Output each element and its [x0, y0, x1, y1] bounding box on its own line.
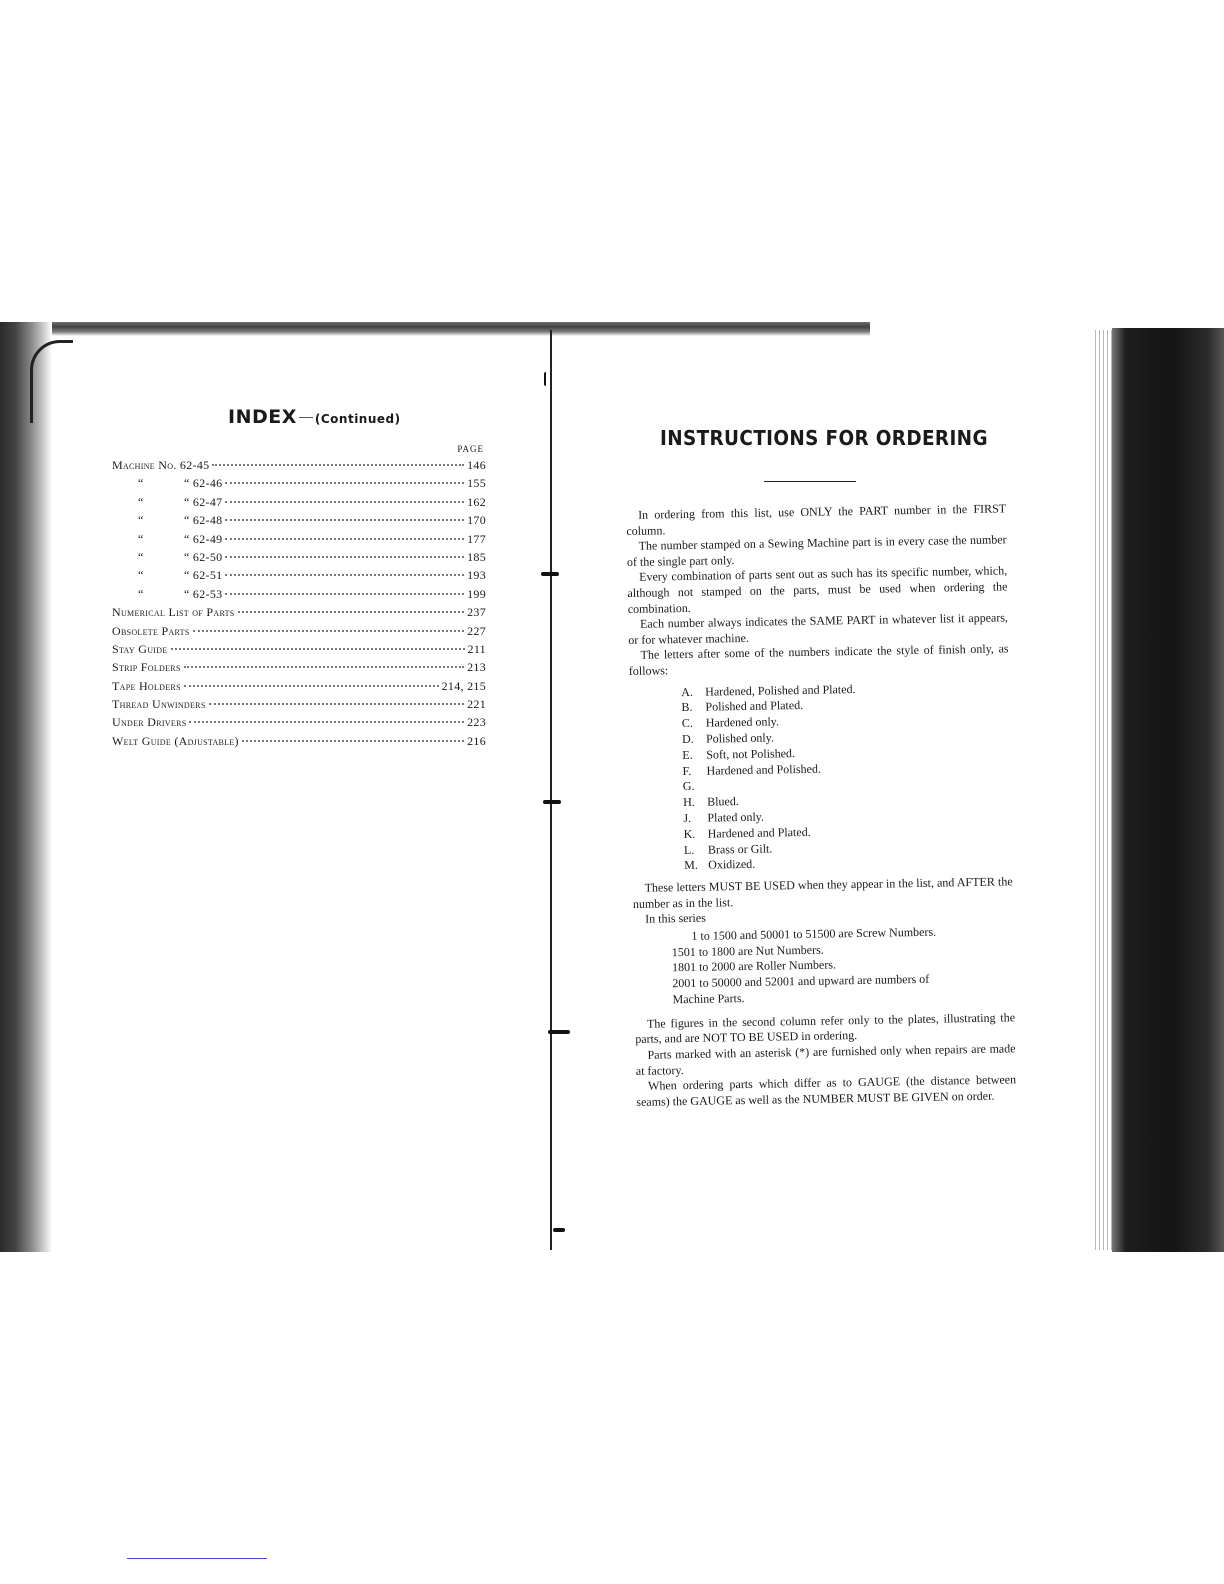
finish-description: Hardened, Polished and Plated. — [705, 681, 856, 699]
instruction-paragraph: Each number always indicates the SAME PART in whatever list it appears, or for whatever machine. — [628, 610, 1009, 647]
ditto-mark: “ — [138, 549, 144, 564]
index-entry-label — [112, 513, 222, 528]
index-row — [112, 550, 486, 568]
finish-letter: H. — [683, 794, 695, 810]
finish-list — [681, 679, 1012, 874]
finish-description: Hardened and Plated. — [707, 824, 811, 841]
bottom-underline — [127, 1558, 267, 1559]
index-entry-number: “ 62-46 — [184, 476, 223, 491]
index-page-number: 199 — [467, 586, 486, 601]
index-title: INDEX — [228, 406, 297, 428]
index-entry-label: Stay Guide — [112, 641, 168, 656]
instruction-paragraph: The letters after some of the numbers indicate the style of finish only, as follows: — [628, 641, 1009, 678]
series-item: 2001 to 50000 and 52001 and upward are numbers of — [672, 972, 930, 991]
leader-dots — [189, 721, 464, 723]
letters-note: These letters MUST BE USED when they appear in the list, and AFTER the number as in the list. — [632, 874, 1013, 911]
finish-letter: C. — [681, 715, 693, 731]
index-row — [112, 734, 486, 752]
finish-letter: E. — [682, 747, 693, 762]
index-entry-label: Thread Unwinders — [112, 697, 206, 712]
closing-paragraphs — [635, 1010, 1017, 1110]
instructions-title: INSTRUCTIONS FOR ORDERING — [660, 426, 988, 450]
index-row — [112, 715, 486, 733]
ditto-mark: “ — [138, 494, 144, 509]
index-page-number: 155 — [467, 476, 486, 491]
series-list — [671, 923, 1014, 976]
index-page-number: 177 — [467, 531, 486, 546]
finish-description: Oxidized. — [708, 857, 756, 872]
ditto-mark: “ — [138, 586, 144, 601]
finish-letter: J. — [683, 810, 692, 825]
instruction-paragraph: In ordering from this list, use ONLY the PART number in the FIRST column. — [626, 501, 1007, 538]
leader-dots — [225, 574, 464, 576]
index-entry-label: Under Drivers — [112, 715, 187, 730]
index-row — [112, 568, 486, 586]
index-page-number: 193 — [467, 568, 486, 583]
finish-letter: A. — [681, 684, 694, 699]
index-continued-label: (Continued) — [314, 412, 401, 426]
index-page-number: 162 — [467, 494, 486, 509]
index-entry-label: Welt Guide (Adjustable) — [112, 733, 239, 748]
instruction-paragraphs — [626, 501, 1009, 679]
closing-paragraph: Parts marked with an asterisk (*) are furnished only when repairs are made at factory. — [635, 1041, 1016, 1078]
index-row — [112, 642, 486, 660]
finish-letter: F. — [682, 763, 692, 778]
index-entry-number: “ 62-47 — [184, 494, 223, 509]
leader-dots — [225, 519, 464, 521]
index-list — [112, 458, 486, 752]
finish-description: Soft, not Polished. — [706, 745, 796, 762]
right-cover-shadow — [1112, 328, 1224, 1252]
left-page-corner — [30, 340, 73, 423]
finish-description: Polished and Plated. — [705, 698, 804, 714]
index-entry-label — [112, 550, 222, 565]
leader-dots — [184, 666, 464, 668]
series-last — [672, 971, 1014, 1009]
book-spine — [550, 330, 552, 1250]
spine-stitch-mark — [553, 1228, 565, 1232]
index-page-number: 211 — [467, 641, 486, 656]
index-row — [112, 495, 486, 513]
index-row — [112, 532, 486, 550]
closing-paragraph: When ordering parts which differ as to GAUGE (the distance between seams) the GAUGE as well as the NUMBER MUST BE GIVEN on order. — [636, 1072, 1017, 1109]
index-page-number: 170 — [467, 513, 486, 528]
leader-dots — [225, 501, 464, 503]
finish-description: Hardened and Polished. — [706, 761, 822, 778]
finish-description: Hardened only. — [705, 714, 780, 730]
index-entry-label — [112, 568, 222, 583]
index-entry-label: Obsolete Parts — [112, 623, 190, 638]
page-column-header: PAGE — [457, 444, 484, 454]
index-page-number: 146 — [467, 458, 486, 472]
book-top-edge — [0, 322, 870, 336]
leader-dots — [242, 740, 464, 742]
finish-letter: M. — [684, 858, 699, 873]
index-entry-label — [112, 532, 222, 547]
index-page-number: 221 — [467, 697, 486, 712]
instructions-body — [626, 501, 1016, 1110]
index-row — [112, 624, 486, 642]
finish-letter: B. — [681, 700, 693, 715]
finish-letter: D. — [681, 731, 694, 746]
leader-dots — [184, 685, 439, 687]
series-item: 1801 to 2000 are Roller Numbers. — [671, 957, 837, 975]
finish-description: Blued. — [707, 794, 739, 809]
finish-letter: L. — [683, 842, 695, 857]
index-page-number: 185 — [467, 549, 486, 564]
leader-dots — [225, 538, 464, 540]
finish-description: Plated only. — [707, 809, 765, 825]
leader-dots — [225, 593, 464, 595]
finish-letter: K. — [683, 826, 696, 841]
index-page-number: 227 — [467, 623, 486, 638]
index-row — [112, 660, 486, 678]
ditto-mark: “ — [138, 568, 144, 583]
left-binding-shadow — [0, 322, 52, 1252]
index-entry-number: “ 62-50 — [184, 549, 223, 564]
series-intro: In this series — [645, 910, 706, 927]
index-entry-number: “ 62-49 — [184, 531, 223, 546]
index-row — [112, 605, 486, 623]
index-row — [112, 587, 486, 605]
index-entry-label: Strip Folders — [112, 660, 181, 675]
index-entry-label — [112, 587, 222, 602]
index-heading — [228, 406, 401, 428]
index-page-number: 213 — [467, 660, 486, 675]
ditto-mark: “ — [138, 531, 144, 546]
leader-dots — [238, 611, 465, 613]
index-row — [112, 458, 486, 476]
instruction-paragraph: The number stamped on a Sewing Machine part is in every case the number of the single part only. — [626, 532, 1007, 569]
index-entry-label — [112, 495, 222, 510]
index-entry-label: Tape Holders — [112, 678, 181, 693]
finish-description: Polished only. — [705, 730, 775, 746]
index-row — [112, 697, 486, 715]
index-entry-label: Numerical List of Parts — [112, 605, 235, 620]
index-entry-number: “ 62-51 — [184, 568, 223, 583]
spine-stitch-mark — [544, 372, 556, 386]
ditto-mark: “ — [138, 513, 144, 528]
index-page-number: 237 — [467, 605, 486, 620]
finish-description: Brass or Gilt. — [707, 840, 773, 857]
index-row — [112, 476, 486, 494]
index-entry-label: Machine No. 62-45 — [112, 458, 210, 472]
series-item: 1 to 1500 and 50001 to 51500 are Screw Numbers. — [691, 924, 937, 943]
leader-dots — [225, 556, 464, 558]
spine-stitch-mark — [541, 572, 559, 576]
ditto-mark: “ — [138, 476, 144, 491]
leader-dots — [209, 703, 465, 705]
index-entry-number: “ 62-53 — [184, 586, 223, 601]
index-page-number: 216 — [467, 733, 486, 748]
leader-dots — [225, 482, 464, 484]
index-page-number: 223 — [467, 715, 486, 730]
right-page-edges — [1092, 330, 1114, 1250]
index-entry-label — [112, 476, 222, 491]
spine-stitch-mark — [548, 1030, 570, 1034]
leader-dots — [212, 464, 464, 466]
finish-letter: G. — [682, 779, 695, 794]
instruction-paragraph: Every combination of parts sent out as such has its specific number, which, although not stamped on the parts, must be used when ordering the combination. — [627, 563, 1008, 616]
series-item: 1501 to 1800 are Nut Numbers. — [671, 942, 824, 959]
index-row — [112, 513, 486, 531]
series-item-continued: Machine Parts. — [672, 991, 745, 1007]
index-entry-number: “ 62-48 — [184, 513, 223, 528]
index-row — [112, 679, 486, 697]
spine-stitch-mark — [543, 800, 561, 804]
leader-dots — [171, 648, 465, 650]
index-page-number: 214, 215 — [441, 678, 486, 693]
title-rule — [764, 481, 856, 482]
leader-dots — [193, 630, 464, 632]
closing-paragraph: The figures in the second column refer only to the plates, illustrating the parts, and are NOT TO BE USED in ordering. — [635, 1010, 1016, 1047]
